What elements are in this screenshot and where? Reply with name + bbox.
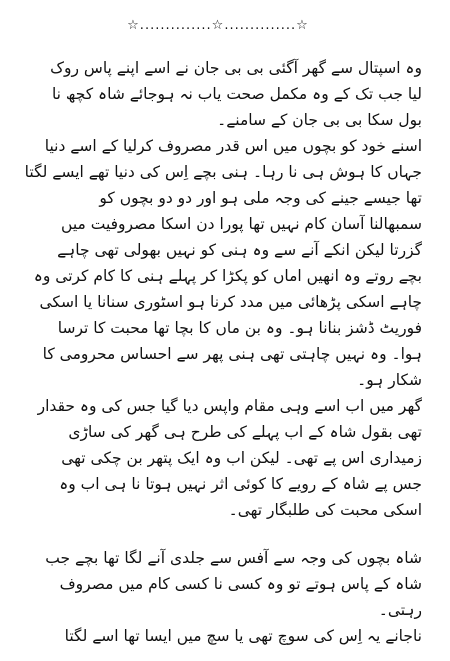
text-line: ناجانے یہ اِس کی سوچ تھی یا سچ میں ایسا تھا اسے لگتا — [64, 627, 422, 645]
text-line: جس پے شاہ کے رویے کا کوئی اثر نہیں ہوتا نا ہی اب وہ — [59, 475, 422, 493]
text-line: رہتی۔ — [378, 601, 422, 619]
text-line: تھا جیسے جینے کی وجہ ملی ہو اور دو دو بچوں کو — [99, 189, 422, 207]
text-line: جہاں کا ہوش ہی نا رہا۔ ہنی بچے اِس کی دنیا تھے ایسے لگتا — [24, 163, 422, 181]
text-line: چاہے اسکی پڑھائی میں مدد کرنا ہو اسٹوری سنانا یا اسکی — [39, 293, 422, 311]
text-line: گھر میں اب اسے وہی مقام واپس دیا گیا جس کی وہ حقدار — [37, 397, 422, 415]
paragraph-2 — [14, 133, 422, 393]
text-line: بول سکا بی بی جان کے سامنے۔ — [217, 111, 422, 129]
text-line: شاہ بچوں کی وجہ سے آفس سے جلدی آنے لگا تھا بچے جب — [45, 549, 422, 567]
text-line: سمبھالنا آسان کام نہیں تھا پورا دن اسکا مصروفیت میں — [61, 215, 422, 233]
paragraph-3 — [14, 393, 422, 523]
text-line: وہ اسپتال سے گھر آگئی بی بی جان نے اسے اپنے پاس روک — [50, 59, 422, 77]
star-divider: ☆..............☆..............☆ — [127, 18, 309, 33]
text-line: فوریٹ ڈشز بنانا ہو۔ وہ بن ماں کا بچا تھا محبت کا ترسا — [57, 319, 422, 337]
text-line: لیا جب تک کے وہ مکمل صحت یاب نہ ہوجائے شاہ کچھ نا — [51, 85, 422, 103]
text-line: ہوا۔ وہ نہیں چاہتی تھی ہنی پھر سے احساس محرومی کا — [42, 345, 422, 363]
text-line: اسکی محبت کی طلبگار تھی۔ — [228, 501, 422, 519]
paragraph-4 — [14, 545, 422, 649]
text-line: اسنے خود کو بچوں میں اس قدر مصروف کرلیا کے اسے دنیا — [44, 137, 422, 155]
text-line: بچے روتے وہ انھیں اماں کو پکڑا کر پہلے ہنی کا کام کرتی وہ — [33, 267, 422, 285]
paragraph-1 — [14, 55, 422, 133]
text-line: زمیداری اس پے تھی۔ لیکن اب وہ ایک پتھر بن چکی تھی — [61, 449, 422, 467]
text-line: گزرتا لیکن انکے آنے سے وہ ہنی کو نہیں بھولی تھی چاہے — [57, 241, 422, 259]
text-line: تھی بقول شاہ کے اب پہلے کی طرح ہی گھر کی ساڑی — [68, 423, 422, 441]
text-line: شکار ہو۔ — [357, 371, 422, 389]
text-line: شاہ کے پاس ہوتے تو وہ کسی نا کسی کام میں مصروف — [59, 575, 422, 593]
